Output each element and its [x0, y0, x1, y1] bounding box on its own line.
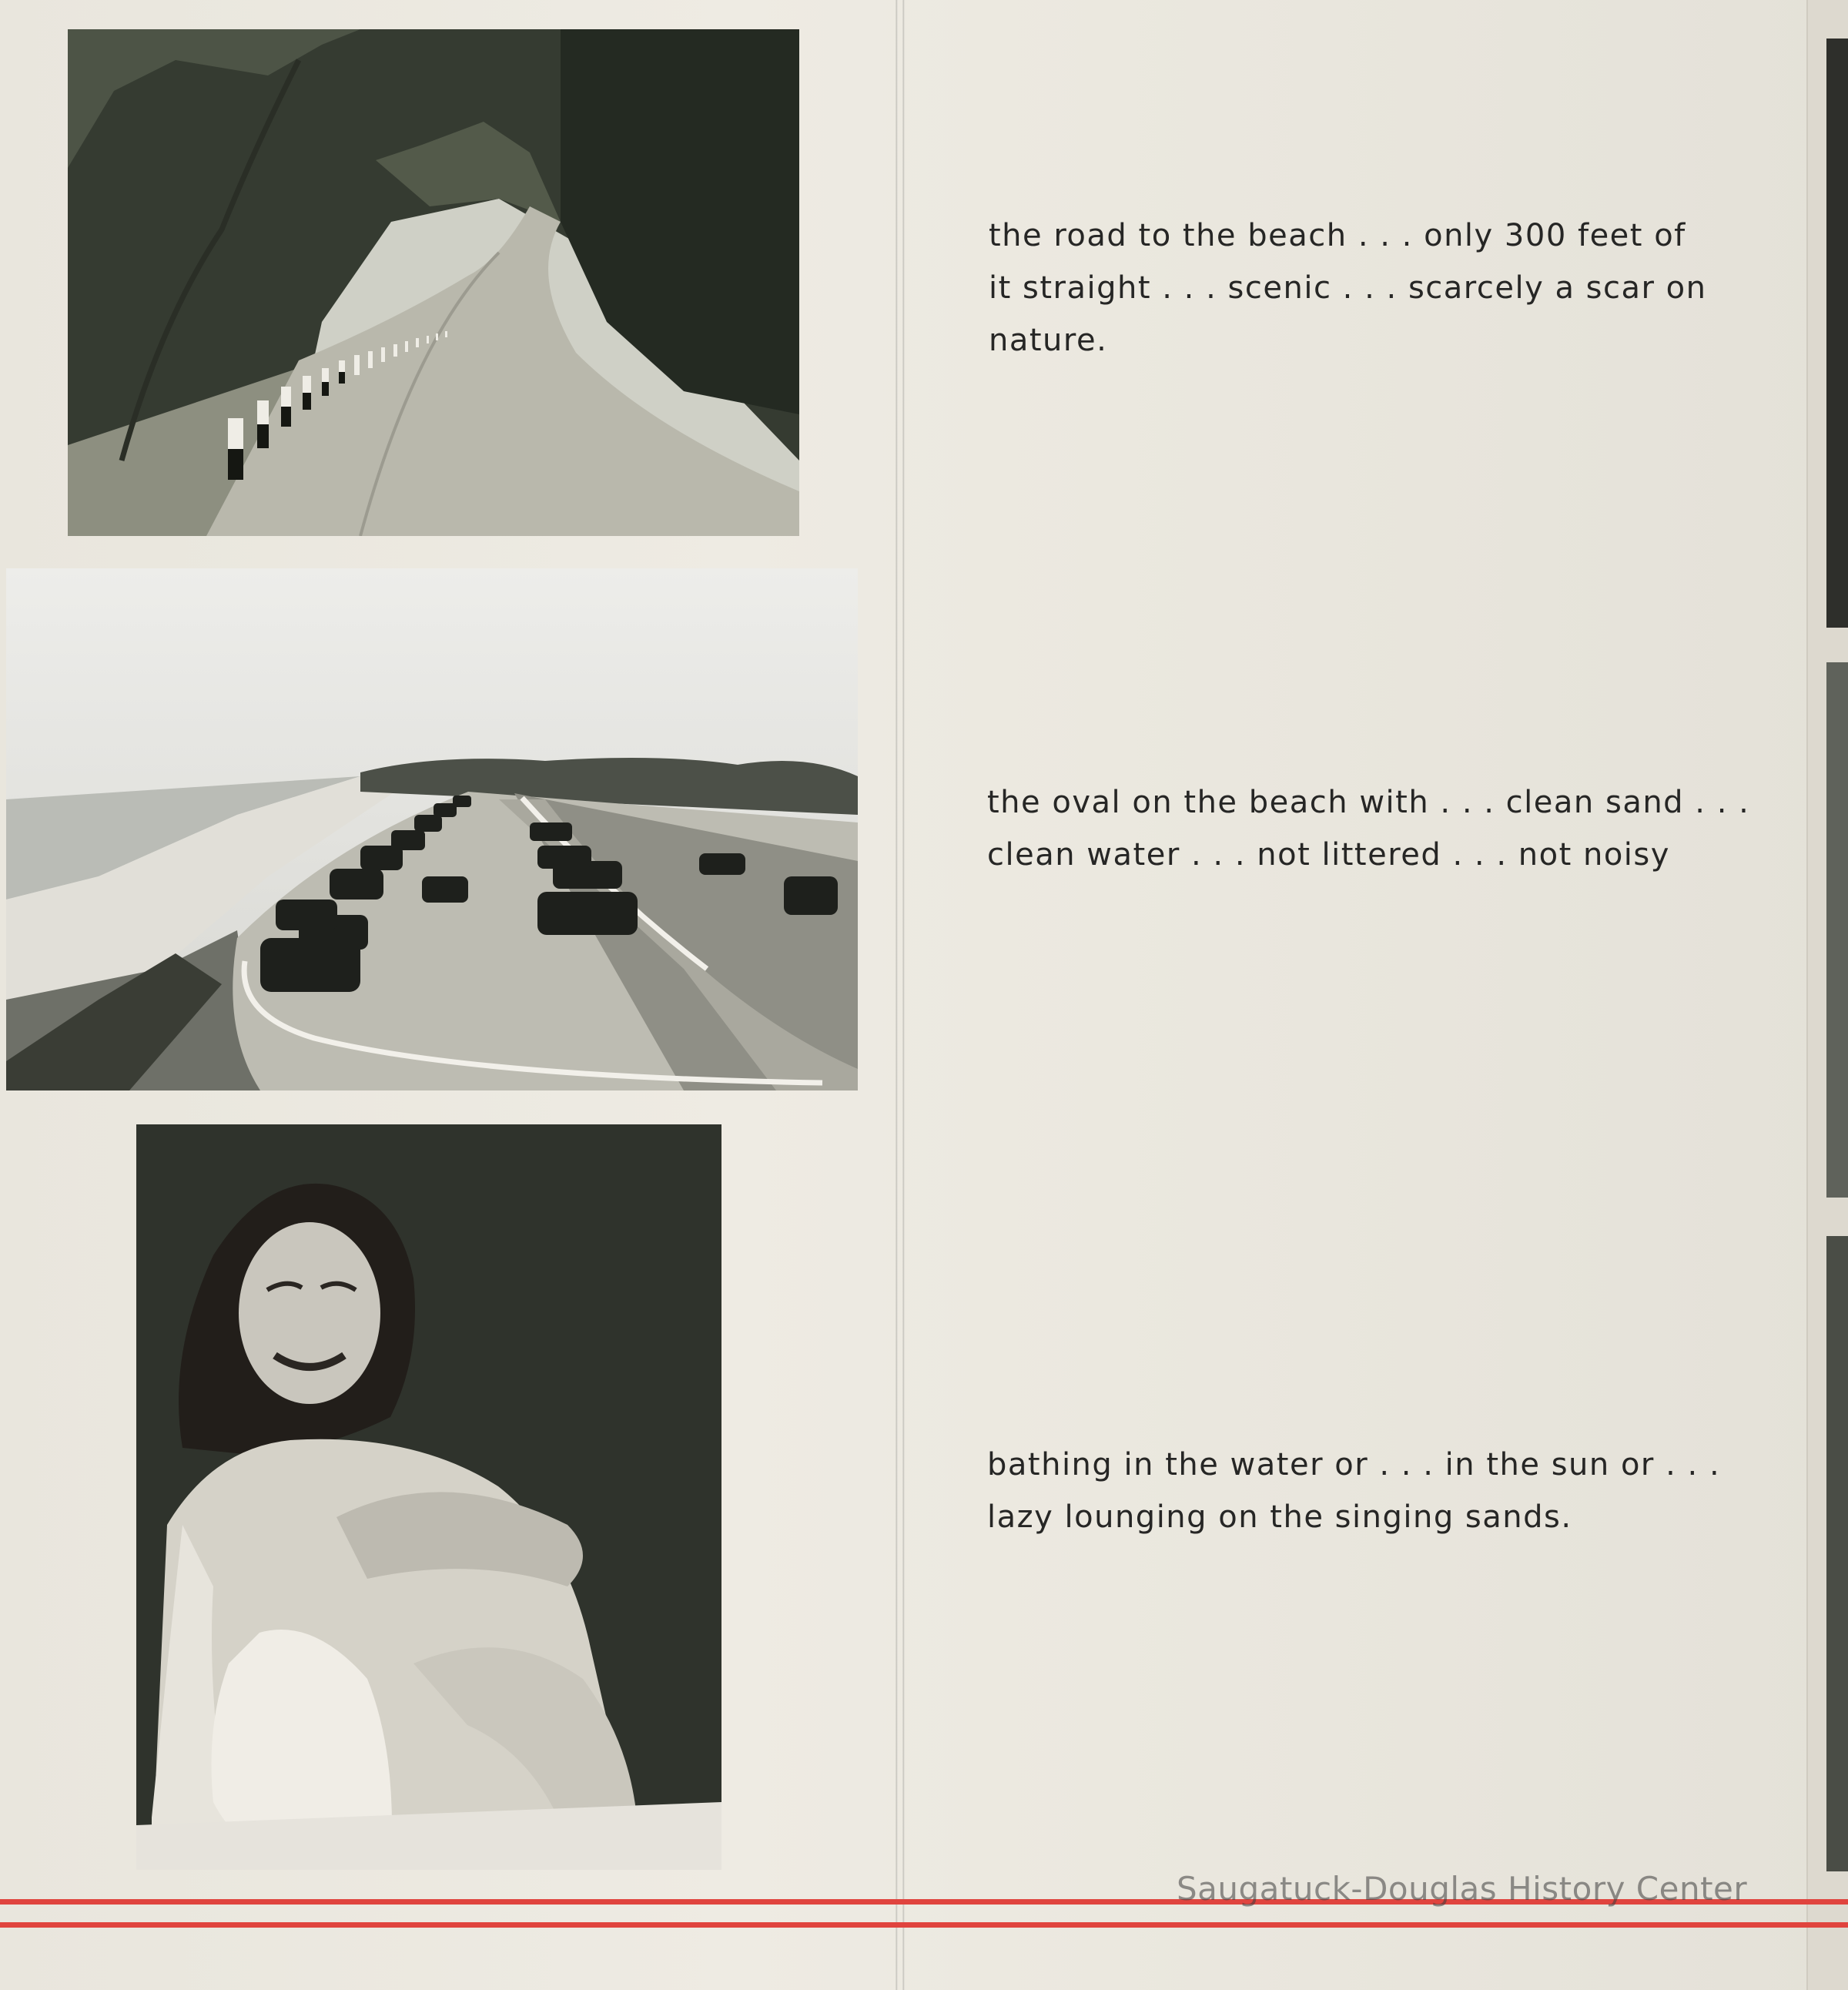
caption-line: the road to the beach . . . only 300 feet of [989, 218, 1686, 253]
fold-line [896, 0, 898, 1990]
panel-caption-oval [987, 776, 1749, 881]
adjacent-photo-edge [1826, 662, 1848, 1198]
bather-portrait-photo [136, 1124, 721, 1870]
panel-caption-bathing [987, 1439, 1720, 1543]
beach-oval-parking-photo [6, 568, 858, 1090]
fold-line [902, 0, 905, 1990]
adjacent-photo-edge [1826, 1236, 1848, 1871]
caption-line: bathing in the water or . . . in the sun or . . . [987, 1447, 1721, 1482]
adjacent-photo-edge [1826, 39, 1848, 628]
caption-line: the oval on the beach with . . . clean sand . . . [987, 785, 1750, 820]
red-rule-bottom [0, 1922, 1848, 1928]
caption-line: nature. [989, 323, 1108, 358]
caption-line: lazy lounging on the singing sands. [987, 1499, 1572, 1535]
caption-line: clean water . . . not littered . . . not noisy [987, 837, 1670, 873]
caption-line: it straight . . . scenic . . . scarcely a scar on [989, 270, 1707, 306]
archive-watermark: Saugatuck-Douglas History Center [1177, 1870, 1748, 1908]
panel-caption-road [989, 209, 1707, 367]
wooded-road-photo [68, 29, 799, 536]
